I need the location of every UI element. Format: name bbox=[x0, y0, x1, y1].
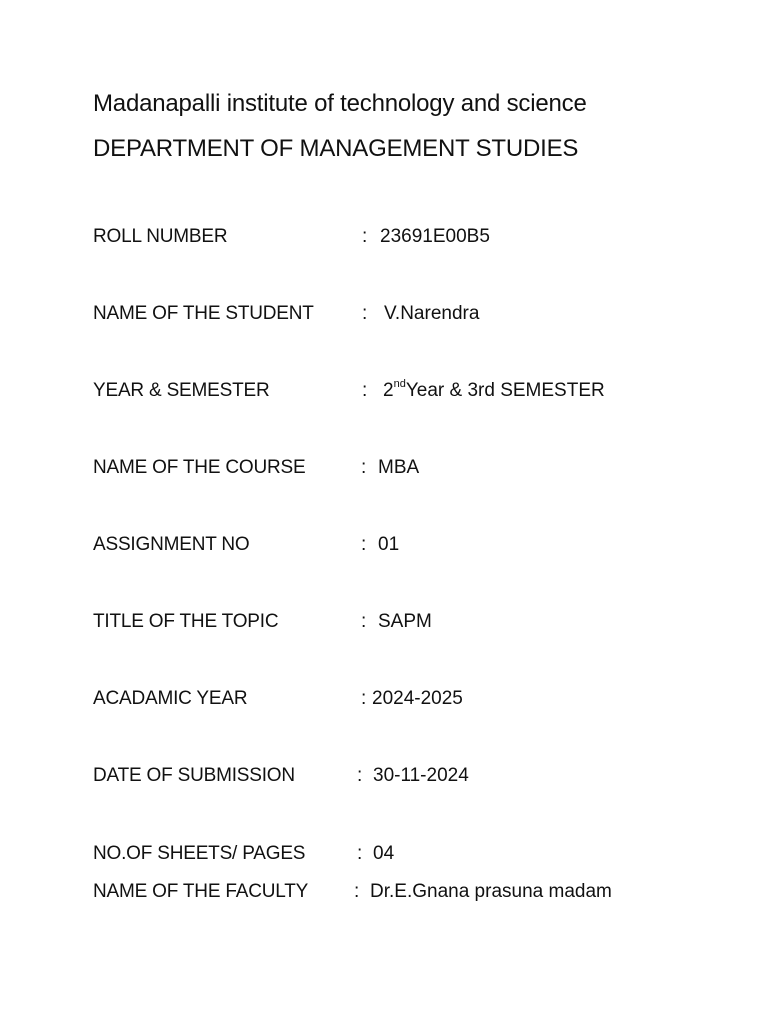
field-colon: : bbox=[357, 765, 363, 786]
field-colon: : bbox=[361, 688, 367, 709]
field-colon: : bbox=[361, 611, 367, 632]
department-name: DEPARTMENT OF MANAGEMENT STUDIES bbox=[93, 135, 579, 162]
field-value: MBA bbox=[378, 457, 420, 478]
field-label: DATE OF SUBMISSION bbox=[93, 765, 295, 786]
field-submission-date bbox=[93, 764, 713, 788]
field-colon: : bbox=[361, 534, 367, 555]
field-roll-number bbox=[93, 225, 713, 249]
field-label: TITLE OF THE TOPIC bbox=[93, 611, 279, 632]
field-label: ASSIGNMENT NO bbox=[93, 534, 250, 555]
field-value: 30-11-2024 bbox=[373, 765, 469, 786]
field-value bbox=[383, 379, 605, 403]
year-semester-text: Year & 3rd SEMESTER bbox=[405, 380, 605, 401]
field-value: SAPM bbox=[378, 611, 432, 632]
field-label: ROLL NUMBER bbox=[93, 226, 228, 247]
field-value: 01 bbox=[378, 534, 400, 555]
field-faculty bbox=[93, 880, 713, 904]
field-label: NAME OF THE FACULTY bbox=[93, 881, 309, 902]
year-number: 2 bbox=[383, 380, 394, 401]
institute-name: Madanapalli institute of technology and science bbox=[93, 90, 587, 117]
field-colon: : bbox=[362, 226, 368, 247]
field-label: YEAR & SEMESTER bbox=[93, 380, 270, 401]
field-assignment-no bbox=[93, 533, 713, 557]
field-course bbox=[93, 456, 713, 480]
field-label: NO.OF SHEETS/ PAGES bbox=[93, 843, 306, 864]
field-value: Dr.E.Gnana prasuna madam bbox=[370, 881, 612, 902]
field-value: 23691E00B5 bbox=[380, 226, 490, 247]
field-academic-year bbox=[93, 687, 713, 711]
field-colon: : bbox=[357, 843, 363, 864]
field-value: V.Narendra bbox=[384, 303, 480, 324]
field-year-semester bbox=[93, 379, 713, 403]
field-sheets bbox=[93, 842, 713, 866]
field-label: NAME OF THE COURSE bbox=[93, 457, 306, 478]
field-topic bbox=[93, 610, 713, 634]
field-label: NAME OF THE STUDENT bbox=[93, 303, 314, 324]
field-student-name bbox=[93, 302, 713, 326]
field-value: 2024-2025 bbox=[372, 688, 463, 709]
ordinal-suffix: nd bbox=[393, 377, 406, 390]
field-label: ACADAMIC YEAR bbox=[93, 688, 248, 709]
field-colon: : bbox=[361, 457, 367, 478]
field-colon: : bbox=[354, 881, 360, 902]
field-colon: : bbox=[362, 380, 368, 401]
field-colon: : bbox=[362, 303, 368, 324]
field-value: 04 bbox=[373, 843, 395, 864]
